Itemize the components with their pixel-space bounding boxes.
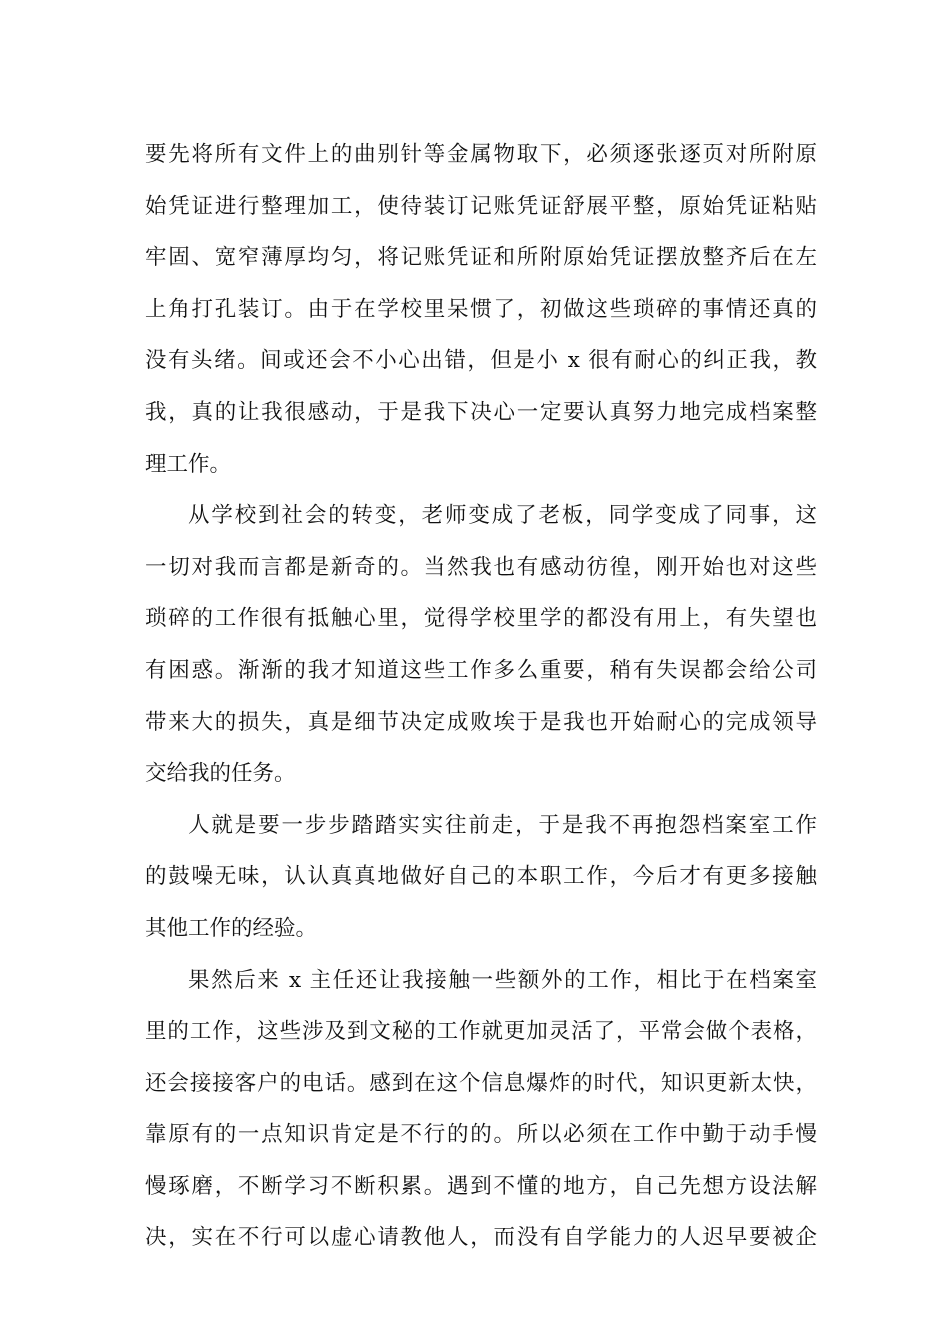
- text-line: 一切对我而言都是新奇的。当然我也有感动彷徨，刚开始也对这些: [145, 554, 817, 580]
- text-line: 没有头绪。间或还会不小心出错，但是小 x 很有耐心的纠正我，教: [145, 348, 817, 374]
- paragraph: [145, 129, 817, 490]
- text-line: 慢琢磨，不断学习不断积累。遇到不懂的地方，自己先想方设法解: [145, 1173, 817, 1199]
- text-line: 我，真的让我很感动，于是我下决心一定要认真努力地完成档案整: [145, 399, 817, 425]
- text-line: 从学校到社会的转变，老师变成了老板，同学变成了同事，这: [188, 503, 817, 529]
- paragraph: [145, 955, 817, 1265]
- text-line: 始凭证进行整理加工，使待装订记账凭证舒展平整，原始凭证粘贴: [145, 193, 817, 219]
- paragraph: [145, 800, 817, 955]
- text-line: 决，实在不行可以虚心请教他人，而没有自学能力的人迟早要被企: [145, 1225, 817, 1251]
- text-line: 琐碎的工作很有抵触心里，觉得学校里学的都没有用上，有失望也: [145, 606, 817, 632]
- text-line: 理工作。: [145, 451, 232, 477]
- text-line: 里的工作，这些涉及到文秘的工作就更加灵活了，平常会做个表格，: [145, 1019, 817, 1045]
- text-line: 上角打孔装订。由于在学校里呆惯了，初做这些琐碎的事情还真的: [145, 296, 817, 322]
- text-line: 果然后来 x 主任还让我接触一些额外的工作，相比于在档案室: [188, 967, 817, 993]
- text-line: 其他工作的经验。: [145, 915, 318, 941]
- text-line: 带来大的损失，真是细节决定成败埃于是我也开始耐心的完成领导: [145, 709, 817, 735]
- text-line: 靠原有的一点知识肯定是不行的的。所以必须在工作中勤于动手慢: [145, 1122, 817, 1148]
- text-line: 交给我的任务。: [145, 761, 296, 787]
- text-line: 要先将所有文件上的曲别针等金属物取下，必须逐张逐页对所附原: [145, 142, 817, 167]
- text-line: 牢固、宽窄薄厚均匀，将记账凭证和所附原始凭证摆放整齐后在左: [145, 245, 817, 271]
- document-body: [145, 129, 817, 1264]
- text-line: 人就是要一步步踏踏实实往前走，于是我不再抱怨档案室工作: [188, 812, 817, 838]
- text-line: 有困惑。渐渐的我才知道这些工作多么重要，稍有失误都会给公司: [145, 657, 817, 683]
- text-line: 的鼓噪无味，认认真真地做好自己的本职工作，今后才有更多接触: [145, 864, 817, 890]
- paragraph: [145, 490, 817, 800]
- text-line: 还会接接客户的电话。感到在这个信息爆炸的时代，知识更新太快，: [145, 1070, 817, 1096]
